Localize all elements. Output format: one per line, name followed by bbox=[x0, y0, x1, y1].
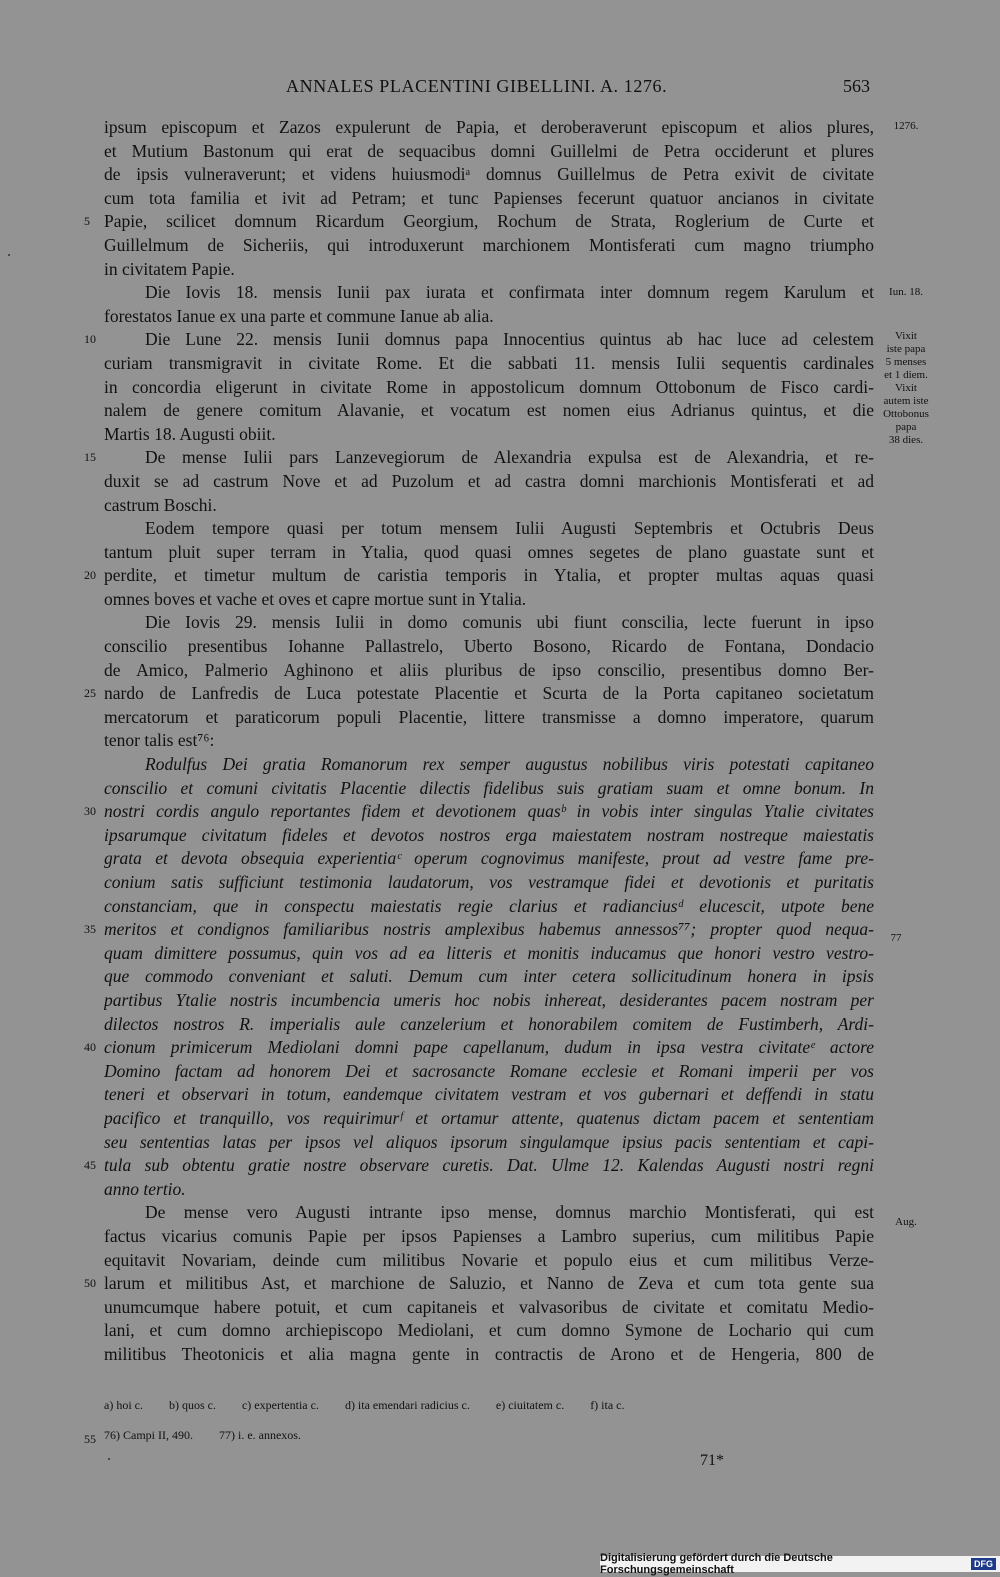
main-text bbox=[104, 116, 874, 1366]
text-line: Die Iovis 29. mensis Iulii in domo comunis ubi fiunt conscilia, lecte fuerunt in ipso bbox=[145, 612, 874, 633]
text-line: de ipsis vulneraverunt; et videns huiusmodiᵃ domnus Guillelmus de Petra exivit de civitate bbox=[104, 164, 874, 185]
footnote: f) ita c. bbox=[590, 1398, 625, 1412]
page-header bbox=[0, 76, 1000, 102]
scan-speck bbox=[8, 254, 10, 256]
line-number: 10 bbox=[84, 332, 96, 346]
text-line: conium satis sufficiunt testimonia laudatorum, vos vestramque fidei et devotionis et puritatis bbox=[104, 872, 874, 892]
text-line: castrum Boschi. bbox=[104, 494, 217, 515]
side-note-line: et 1 diem. bbox=[884, 369, 928, 381]
text-line: quam dimittere possumus, quin vos ad ea litteris et monitis inducamus que honori vestro vestro- bbox=[104, 942, 874, 963]
text-line: anno tertio. bbox=[104, 1178, 186, 1199]
footnote: c) expertentia c. bbox=[241, 1398, 319, 1412]
text-line: Die Lune 22. mensis Iunii domnus papa Innocentius quintus ab hac luce ad celestem bbox=[145, 329, 874, 350]
text-line: Die Iovis 18. mensis Iunii pax iurata et confirmata inter domnum regem Karulum et bbox=[145, 282, 874, 303]
side-note-year: 1276. bbox=[893, 120, 919, 132]
text-line: teneri et observari in totum, eandemque civitatem vestram et vos gubernari et deffendi in statu bbox=[104, 1084, 874, 1105]
text-line: tantum pluit super terram in Ytalia, quod quasi omnes segetes de plano guastate sunt et bbox=[104, 541, 874, 562]
running-head: ANNALES PLACENTINI GIBELLINI. A. 1276. bbox=[286, 76, 668, 96]
commentary-notes bbox=[104, 1428, 625, 1458]
text-line: forestatos Ianue ex una parte et commune Ianue ab alia. bbox=[104, 305, 494, 326]
text-line: Papie, scilicet domnum Ricardum Georgium, Rochum de Strata, Roglerium de Curte et bbox=[104, 211, 874, 232]
text-line: Domino factam ad honorem Dei et sacrosancte Romane ecclesie et Romani imperii per vos bbox=[104, 1060, 874, 1081]
scan-speck bbox=[108, 1458, 110, 1460]
text-line: curiam transmigravit in civitate Rome. Et die sabbati 11. mensis Iulii sequentis cardinales bbox=[104, 352, 874, 373]
text-line: ipsum episcopum et Zazos expulerunt de Papia, et deroberaverunt episcopum et alios plures, bbox=[104, 117, 874, 137]
footnotes bbox=[104, 1398, 625, 1458]
side-note-line: Vixit bbox=[895, 382, 917, 394]
side-note-line: papa bbox=[895, 421, 917, 433]
text-line: De mense Iulii pars Lanzevegiorum de Alexandria expulsa est de Alexandria, et re- bbox=[145, 447, 874, 468]
footnote: e) ciuitatem c. bbox=[495, 1398, 565, 1412]
line-number: 40 bbox=[84, 1040, 96, 1054]
signature-mark: 71* bbox=[700, 1452, 724, 1469]
line-number: 20 bbox=[84, 568, 96, 582]
side-note-line: iste papa bbox=[886, 343, 926, 355]
footnote: 76) Campi II, 490. bbox=[104, 1428, 193, 1442]
line-number: 5 bbox=[84, 214, 90, 228]
side-note-month: Aug. bbox=[895, 1216, 917, 1228]
footnote: b) quos c. bbox=[168, 1398, 216, 1412]
text-line: tenor talis est⁷⁶: bbox=[104, 730, 215, 751]
text-line: ipsarumque civitatum fideles et devotos nostros erga maiestatem nostram nostreque maiestatis bbox=[104, 824, 874, 845]
side-note-77: 77 bbox=[890, 932, 902, 944]
text-line: conscilio presentibus Iohanne Pallastrelo, Uberto Bosono, Ricardo de Fontana, Dondacio bbox=[104, 636, 874, 657]
text-line: equitavit Novariam, deinde cum militibus Novarie et populo eius et cum militibus Verze- bbox=[104, 1249, 874, 1270]
text-line: Guillelmum de Sicheriis, qui introduxerunt marchionem Montisferati cum magno triumpho bbox=[104, 234, 874, 255]
text-line: tula sub obtentu gratie nostre observare curetis. Dat. Ulme 12. Kalendas Augusti nostri regni bbox=[104, 1155, 874, 1176]
text-line: duxit se ad castrum Nove et ad Puzolum et ad castra domni marchionis Montisferati et ad bbox=[104, 470, 874, 491]
line-number: 35 bbox=[84, 922, 96, 936]
side-note-line: autem iste bbox=[883, 395, 929, 407]
text-line: cionum primicerum Mediolani domni pape capellanum, dudum in ipsa vestra civitateᵉ actore bbox=[104, 1037, 874, 1058]
text-line: Rodulfus Dei gratia Romanorum rex semper augustus nobilibus viris potestati capitaneo bbox=[145, 754, 874, 775]
text-line: nostri cordis angulo reportantes fidem et devotionem quasᵇ in vobis inter singulas Ytalie civitates bbox=[104, 801, 874, 822]
critical-apparatus bbox=[104, 1398, 625, 1428]
side-note-date: Iun. 18. bbox=[889, 286, 923, 298]
text-line: omnes boves et vache et oves et capre mortue sunt in Ytalia. bbox=[104, 588, 527, 609]
line-number: 15 bbox=[84, 450, 96, 464]
footnote: a) hoi c. bbox=[104, 1398, 143, 1412]
text-line: nalem de genere comitum Alavanie, et vocatum est nomen eius Adrianus quintus, et die bbox=[104, 400, 874, 421]
side-note-line: 38 dies. bbox=[888, 434, 924, 446]
footer-credit-bar bbox=[600, 1552, 1000, 1576]
text-line: que commodo conveniant et saluti. Demum cum inter cetera sollicitudinum honera in ipsis bbox=[104, 966, 874, 987]
side-note-line: Vixit bbox=[895, 330, 917, 342]
text-line: mercatorum et paraticorum populi Placentie, littere transmisse a domno imperatore, quarum bbox=[104, 706, 874, 727]
text-line: Martis 18. Augusti obiit. bbox=[104, 423, 276, 444]
text-line: constanciam, que in conspectu maiestatis regie clarius et radianciusᵈ elucescit, utpote bene bbox=[104, 895, 874, 916]
text-line: et Mutium Bastonum qui erat de sequacibus domni Guillelmi de Petra occiderunt et plures bbox=[104, 140, 874, 161]
footnote: 77) i. e. annexos. bbox=[219, 1428, 301, 1442]
text-line: conscilio et comuni civitatis Placentie dilectis fidelibus suis gratiam suam et omne bonum. In bbox=[104, 777, 874, 798]
text-line: De mense vero Augusti intrante ipso mense, domnus marchio Montisferati, qui est bbox=[145, 1202, 874, 1223]
text-line: cum tota familia et ivit ad Petram; et tunc Papienses fecerunt quatuor ancianos in civitate bbox=[104, 187, 874, 208]
side-note-line: 5 menses bbox=[885, 356, 927, 368]
text-line: factus vicarius comunis Papie per ipsos Papienses a Lambro superius, cum militibus Papie bbox=[104, 1225, 874, 1246]
text-line: lani, et cum domno archiepiscopo Mediolani, et cum domno Symone de Lochario qui cum bbox=[104, 1320, 874, 1341]
line-number: 50 bbox=[84, 1276, 96, 1290]
side-note-vixit bbox=[874, 330, 938, 447]
line-number: 55 bbox=[84, 1432, 96, 1446]
text-line: nardo de Lanfredis de Luca potestate Placentie et Scurta de la Porta capitaneo societatum bbox=[104, 683, 874, 704]
text-line: larum et militibus Ast, et marchione de Saluzio, et Nanno de Zeva et cum tota gente sua bbox=[104, 1273, 874, 1294]
line-number: 25 bbox=[84, 686, 96, 700]
text-line: in concordia eligerunt in civitate Rome in appostolicum domnum Ottobonum de Fisco cardi- bbox=[104, 376, 874, 397]
page-number: 563 bbox=[843, 76, 870, 96]
text-line: pacifico et tranquillo, vos requirimurᶠ et ortamur attente, quatenus dictam pacem et sententiam bbox=[104, 1107, 874, 1128]
text-line: seu sententias latas per ipsos vel aliquos ipsorum singulamque ipsius pacis sententiam et capi- bbox=[104, 1131, 874, 1152]
text-line: grata et devota obsequia experientiaᶜ operum cognovimus manifeste, prout ad vestre fame pre- bbox=[104, 848, 874, 869]
text-line: Eodem tempore quasi per totum mensem Iulii Augusti Septembris et Octubris Deus bbox=[145, 518, 874, 539]
text-line: militibus Theotonicis et alia magna gente in contractis de Arono et de Hengeria, 800 de bbox=[104, 1343, 874, 1364]
text-line: unumcumque habere potuit, et cum capitaneis et valvasoribus de civitate et comitatu Medio- bbox=[104, 1296, 874, 1317]
dfg-logo: DFG bbox=[971, 1558, 996, 1570]
side-note-line: Ottobonus bbox=[883, 408, 929, 420]
text-line: in civitatem Papie. bbox=[104, 258, 235, 279]
footer-credit: Digitalisierung gefördert durch die Deutsche Forschungsgemeinschaft bbox=[600, 1552, 833, 1576]
line-number: 45 bbox=[84, 1158, 96, 1172]
text-line: meritos et condignos familiaribus nostris amplexibus habemus annessos⁷⁷; propter quod nequa- bbox=[104, 919, 874, 940]
line-number: 30 bbox=[84, 804, 96, 818]
text-line: de Amico, Palmerio Aghinono et aliis pluribus de ipso conscilio, presentibus domno Ber- bbox=[104, 659, 874, 680]
footnote: d) ita emendari radicius c. bbox=[344, 1398, 470, 1412]
text-line: dilectos nostros R. imperialis aule canzelerium et honorabilem comitem de Fustimberh, Ardi- bbox=[104, 1013, 874, 1034]
text-line: perdite, et timetur multum de caristia temporis in Ytalia, et propter multas aquas quasi bbox=[104, 565, 874, 586]
text-line: partibus Ytalie nostris incumbencia umeris hoc nobis inhereat, desiderantes pacem nostram per bbox=[104, 989, 874, 1010]
